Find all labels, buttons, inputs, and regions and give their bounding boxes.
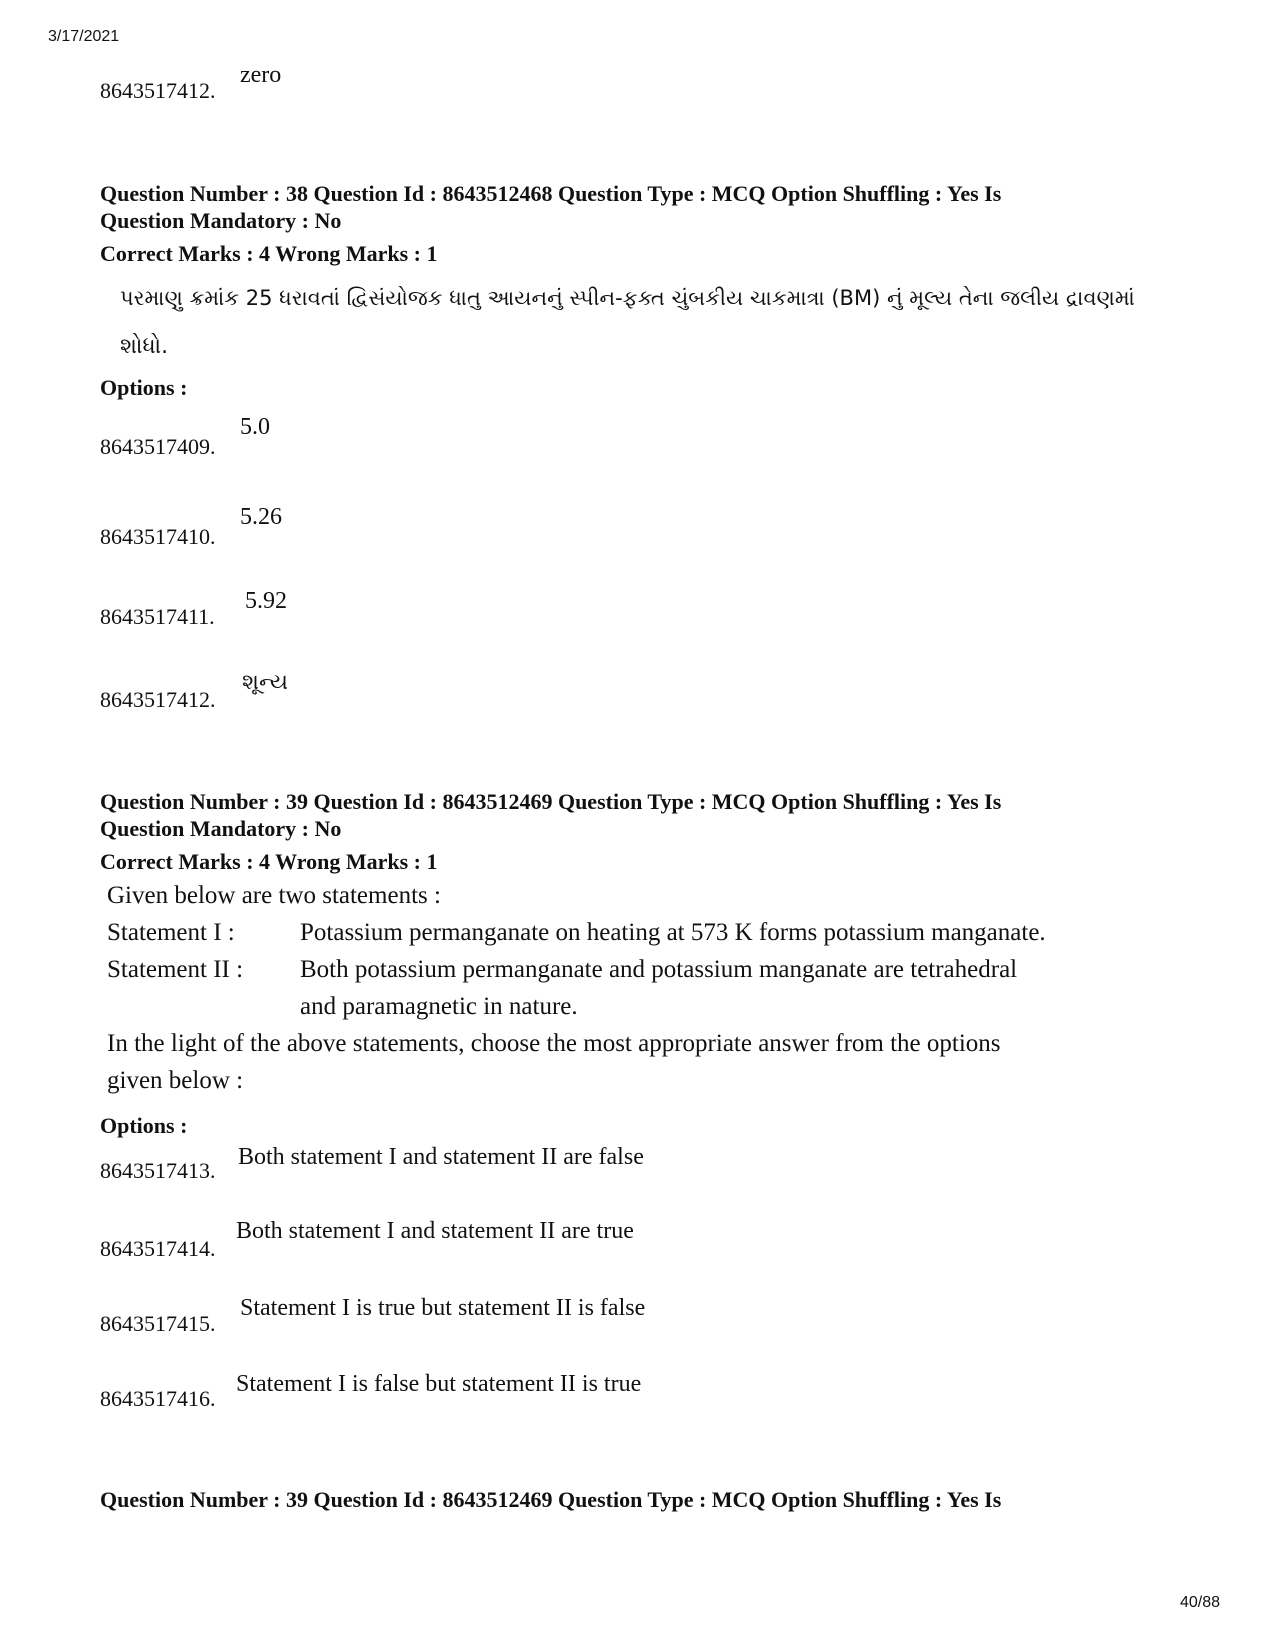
q38-header-line2: Question Mandatory : No bbox=[100, 208, 342, 233]
q39-option-2-id: 8643517414. bbox=[100, 1236, 216, 1261]
q39-marks: Correct Marks : 4 Wrong Marks : 1 bbox=[100, 849, 438, 874]
page-number: 40/88 bbox=[1180, 1594, 1221, 1611]
option-text: zero bbox=[240, 62, 282, 88]
q39-option-4-text: Statement I is false but statement II is true bbox=[236, 1371, 642, 1397]
q38-option-3-id: 8643517411. bbox=[100, 604, 215, 629]
q38-options-label: Options : bbox=[100, 375, 188, 400]
q39-statement2-text-line1: Both potassium permanganate and potassium manganate are tetrahedral bbox=[300, 956, 1018, 983]
q39-header-line2: Question Mandatory : No bbox=[100, 816, 342, 841]
q39-statement2-text-line2: and paramagnetic in nature. bbox=[300, 993, 578, 1020]
q38-option-3-text: 5.92 bbox=[245, 588, 287, 614]
q38-option-2-id: 8643517410. bbox=[100, 524, 216, 549]
q39-closing-line2: given below : bbox=[107, 1067, 244, 1094]
q39-statement2-label: Statement II : bbox=[107, 956, 244, 983]
q39-header-line1: Question Number : 39 Question Id : 8643512469 Question Type : MCQ Option Shuffling : Yes Is bbox=[100, 789, 1002, 814]
q39-repeat-header-line1: Question Number : 39 Question Id : 8643512469 Question Type : MCQ Option Shuffling : Yes Is bbox=[100, 1487, 1002, 1512]
q39-option-1-text: Both statement I and statement II are false bbox=[238, 1144, 644, 1170]
q39-intro: Given below are two statements : bbox=[107, 882, 441, 909]
q38-option-2-text: 5.26 bbox=[240, 504, 282, 530]
q38-option-4-id: 8643517412. bbox=[100, 687, 216, 712]
q39-option-2-text: Both statement I and statement II are true bbox=[236, 1218, 634, 1244]
q39-closing-line1: In the light of the above statements, choose the most appropriate answer from the options bbox=[107, 1030, 1001, 1057]
q39-option-1-id: 8643517413. bbox=[100, 1158, 216, 1183]
q38-question-line2: શોધો. bbox=[120, 334, 169, 359]
option-id: 8643517412. bbox=[100, 78, 216, 103]
q38-marks: Correct Marks : 4 Wrong Marks : 1 bbox=[100, 241, 438, 266]
q38-question-line1: પરમાણુ ક્રમાંક 25 ધરાવતાં દ્વિસંયોજક ધાતુ આયનનું સ્પીન-ફક્ત ચુંબકીય ચાકમાત્રા (BM) નું મૂલ્ય તેના જલીય દ્રાવણમાં bbox=[120, 286, 1135, 310]
q38-option-1-id: 8643517409. bbox=[100, 434, 216, 459]
q38-option-1-text: 5.0 bbox=[240, 414, 270, 440]
print-date: 3/17/2021 bbox=[48, 28, 120, 45]
q38-header-line1: Question Number : 38 Question Id : 8643512468 Question Type : MCQ Option Shuffling : Yes Is bbox=[100, 181, 1002, 206]
q39-statement1-text: Potassium permanganate on heating at 573 K forms potassium manganate. bbox=[300, 919, 1046, 946]
q38-option-4-text: શૂન્ય bbox=[242, 670, 289, 695]
q39-option-3-text: Statement I is true but statement II is false bbox=[240, 1295, 646, 1321]
q39-option-3-id: 8643517415. bbox=[100, 1311, 216, 1336]
q39-options-label: Options : bbox=[100, 1113, 188, 1138]
q39-statement1-label: Statement I : bbox=[107, 919, 235, 946]
q39-option-4-id: 8643517416. bbox=[100, 1386, 216, 1411]
